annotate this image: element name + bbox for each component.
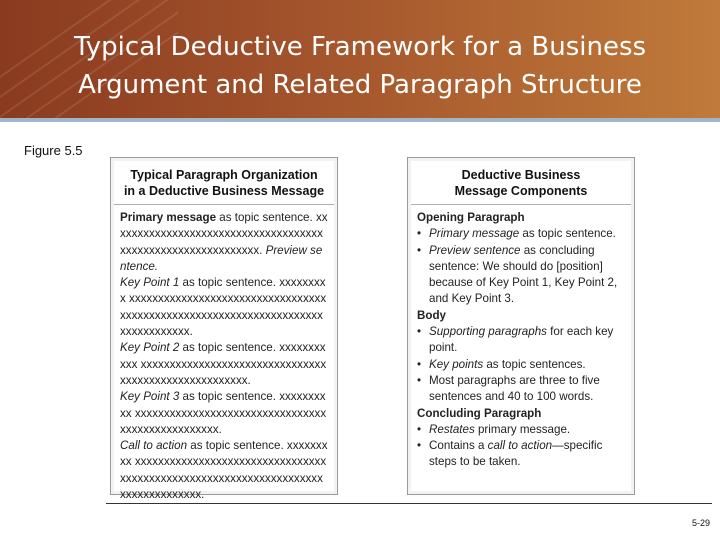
bullet-paragraph-length [417, 373, 625, 406]
title-line-2: Argument and Related Paragraph Structure [78, 70, 642, 100]
bullet-emphasis: Key points [429, 357, 484, 371]
right-box-body [411, 205, 631, 491]
right-heading-line-1: Deductive Business [461, 168, 581, 182]
placeholder-run-4: xxxxxxxxxxxxxxxxxxxxxxxxxxxxxxxxxxxxxxxxxxxxxxxxxx. [120, 406, 327, 436]
bullet-icon: • [417, 357, 422, 371]
key-point-3-paragraph [120, 389, 328, 438]
body-heading: Body [417, 308, 446, 322]
key-point-2-label: Key Point 2 [120, 341, 180, 355]
message-components-box [407, 157, 635, 495]
bullet-text: for each key point. [429, 325, 614, 355]
bullet-icon: • [417, 243, 422, 257]
banner-rule [0, 118, 720, 122]
page-number: 5-29 [691, 518, 710, 528]
bullet-icon: • [417, 439, 422, 453]
bullet-key-points [417, 357, 625, 373]
left-box-heading [114, 161, 334, 205]
opening-paragraph-heading: Opening Paragraph [417, 211, 525, 224]
bullet-supporting-paragraphs [417, 324, 625, 357]
footer-rule [106, 503, 712, 504]
call-to-action-paragraph [120, 438, 328, 503]
bullet-text: as concluding sentence: We should do [position] because of Key Point 1, Key Point 2, and Key Point 3. [429, 243, 618, 306]
bullet-icon: • [417, 422, 422, 436]
bullet-emphasis: Preview sentence [429, 243, 521, 257]
key-point-2-text: as topic sentence. xxxxxxxxxxx [120, 341, 326, 371]
bullet-emphasis: Supporting paragraphs [429, 325, 547, 339]
primary-message-label: Primary message [120, 211, 217, 224]
bullet-text: Most paragraphs are three to five sentences and 40 to 100 words. [429, 373, 600, 404]
preview-sentence-label: Preview sentence. [120, 243, 323, 273]
bullet-emphasis: Restates [429, 422, 475, 436]
placeholder-run-3: xxxxxxxxxxxxxxxxxxxxxxxxxxxxxxxxxxxxxxxxxxxxxxxxxxxxxx. [120, 357, 327, 387]
key-point-1-text: as topic sentence. xxxxxxxxx [120, 276, 326, 306]
placeholder-run-1: xxxxxxxxxxxxxxxxxxxxxxxxxxxxxxxxxxxxxxxxxxxxxxxxxxxxxxxxxxx. [120, 227, 323, 257]
right-box-heading [411, 161, 631, 205]
bullet-text: as topic sentences. [483, 357, 586, 371]
placeholder-run-5: xxxxxxxxxxxxxxxxxxxxxxxxxxxxxxxxxxxxxxxxxxxxxxxxxxxxxxxxxxxxxxxxxxxxxxxxxxxxxxxxxx. [120, 455, 327, 502]
key-point-1-paragraph [120, 275, 328, 340]
bullet-call-to-action [417, 438, 625, 471]
bullet-emphasis: Primary message [429, 227, 520, 241]
paragraph-organization-box [110, 157, 338, 502]
figure-label: Figure 5.5 [24, 143, 83, 158]
bullet-text: as topic sentence. [519, 227, 616, 241]
bullet-icon: • [417, 373, 422, 387]
left-box-body [114, 205, 334, 502]
primary-message-text: as topic sentence. xx [216, 211, 328, 224]
bullet-icon: • [417, 325, 422, 339]
left-heading-line-1: Typical Paragraph Organization [130, 168, 318, 182]
placeholder-run-2: xxxxxxxxxxxxxxxxxxxxxxxxxxxxxxxxxxxxxxxxxxxxxxxxxxxxxxxxxxxxxxxxxxxxxxxxxxxxxxxxx. [120, 292, 327, 339]
concluding-paragraph-heading: Concluding Paragraph [417, 406, 542, 420]
key-point-3-label: Key Point 3 [120, 390, 180, 404]
right-heading-line-2: Message Components [454, 184, 588, 198]
bullet-icon: • [417, 227, 422, 241]
slide-title [20, 28, 700, 104]
bullet-text: —specific steps to be taken. [429, 439, 603, 469]
left-heading-line-2: in a Deductive Business Message [123, 184, 325, 198]
key-point-3-text: as topic sentence. xxxxxxxxxx [120, 390, 326, 420]
call-to-action-text: as topic sentence. xxxxxxxxx [120, 439, 328, 469]
bullet-preview-sentence [417, 243, 625, 308]
primary-message-paragraph [120, 210, 328, 275]
bullet-primary-message [417, 226, 625, 242]
bullet-text: primary message. [474, 422, 571, 436]
title-line-1: Typical Deductive Framework for a Business [73, 32, 647, 62]
call-to-action-label: Call to action [120, 439, 188, 453]
key-point-1-label: Key Point 1 [120, 276, 180, 290]
key-point-2-paragraph [120, 340, 328, 389]
bullet-emphasis: call to action [487, 439, 553, 453]
bullet-restates [417, 422, 625, 438]
bullet-text: Contains a [429, 439, 488, 453]
